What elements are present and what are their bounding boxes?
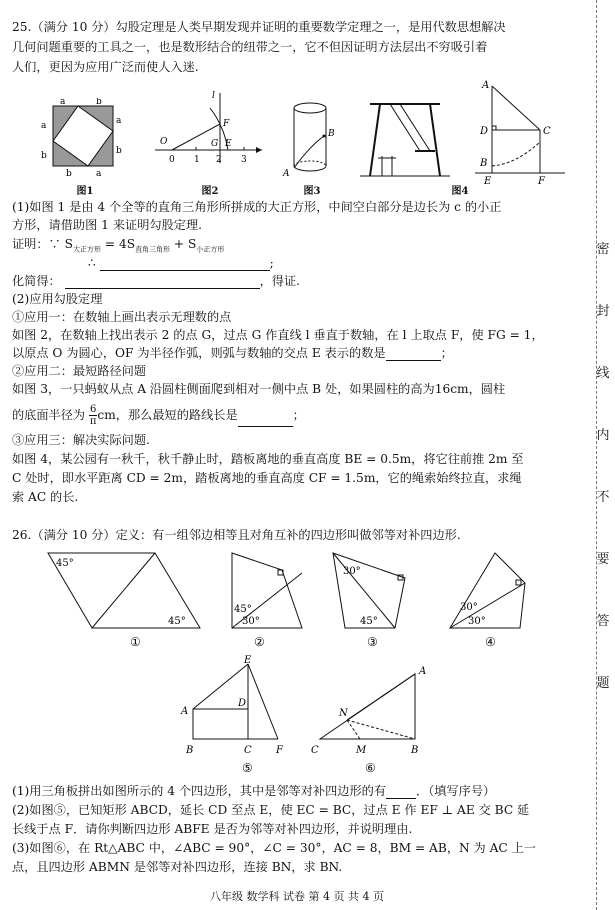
figure-1: [38, 98, 128, 180]
seal-char: 密: [596, 242, 610, 257]
app3-line1: 如图 4，某公园有一秋千，秋千静止时，踏板离地的垂直高度 BE = 0.5m，将它往前推 2m 至: [12, 452, 524, 466]
q26-intro: 26.（满分 10 分）定义：有一组邻边相等且对角互补的四边形叫做邻等对补四边形.: [12, 528, 461, 542]
shape-number: ③: [367, 635, 378, 648]
fraction-numerator: 6: [90, 404, 97, 415]
therefore-blank[interactable]: [100, 270, 270, 271]
fraction-denominator: π: [89, 416, 97, 427]
therefore-line: ∴ ;: [88, 256, 274, 270]
fig2-label: 2: [216, 155, 222, 165]
app2-end: ；: [292, 408, 305, 422]
seal-char: 题: [596, 676, 610, 691]
fig5-label: E: [244, 655, 252, 666]
seal-char: 内: [596, 428, 610, 443]
page-footer: 八年级 数学科 试卷 第 4 页 共 4 页: [210, 890, 384, 903]
app1-title: ①应用一：在数轴上画出表示无理数的点: [12, 310, 232, 324]
app3-line2: C 处时，即水平距离 CD = 2m，踏板离地的垂直高度 CF = 1.5m，它的绳索始终拉直，求绳: [12, 471, 522, 485]
fig1-label: a: [41, 121, 47, 131]
fig4-label: F: [538, 176, 545, 187]
fig1-label: a: [60, 98, 66, 107]
proof-label: 证明：∵ S: [12, 237, 73, 251]
app3-title: ③应用三：解决实际问题.: [12, 433, 150, 447]
q26-q1-blank[interactable]: [386, 798, 416, 799]
fig1-label: a: [96, 169, 102, 179]
angle-label: 45°: [168, 616, 186, 627]
shape-3: [325, 548, 415, 648]
seal-char: 线: [596, 366, 610, 381]
angle-label: 30°: [468, 616, 486, 627]
seal-char: 要: [596, 552, 610, 567]
fig6-label: M: [356, 745, 367, 756]
fig1-label: b: [116, 146, 122, 156]
fig6-label: C: [311, 745, 319, 756]
figure-1-caption: 图1: [76, 186, 94, 197]
fig1-label: b: [41, 151, 47, 161]
app2-text2: cm，那么最短的路线长是: [97, 408, 238, 422]
fig2-label: G: [211, 139, 219, 149]
proof-eq: = 4S: [100, 237, 136, 251]
app3-line3: 索 AC 的长.: [12, 490, 79, 504]
q25-intro-line1: 25.（满分 10 分）勾股定理是人类早期发现并证明的重要数学定理之一，是用代数思想解决: [12, 20, 506, 34]
fig5-label: C: [244, 745, 252, 756]
fig2-label: F: [223, 119, 230, 129]
shape-number: ④: [485, 635, 496, 648]
app2-blank[interactable]: [238, 426, 293, 427]
app1-text: 以原点 O 为圆心，OF 为半径作弧，则弧与数轴的交点 E 表示的数是: [12, 346, 386, 360]
q25-intro-line2: 几何问题重要的工具之一，也是数形结合的纽带之一，它不但因证明方法层出不穷吸引着: [12, 40, 488, 54]
angle-label: 30°: [242, 616, 260, 627]
fig2-label: O: [160, 137, 168, 147]
q25-part1-line2: 方形，请借助图 1 来证明勾股定理.: [12, 218, 203, 232]
seal-char: 不: [596, 490, 610, 505]
fig4-label: D: [480, 126, 489, 137]
figure-3-caption: 图3: [303, 186, 321, 197]
fig2-label: E: [225, 139, 232, 149]
q26-part3-line2: 点，且四边形 ABMN 是邻等对补四边形，连接 BN，求 BN.: [12, 860, 343, 874]
seal-char: 答: [596, 614, 610, 629]
fig5-label: D: [238, 698, 247, 709]
app1-blank[interactable]: [386, 360, 441, 361]
fig4-label: C: [543, 126, 551, 137]
q25-part2: (2)应用勾股定理: [12, 292, 103, 306]
seal-line: [596, 0, 597, 910]
figure-6: [305, 654, 445, 779]
fig4-label: B: [480, 158, 488, 169]
fig1-label: b: [66, 169, 72, 179]
simplify-label: 化简得：: [12, 274, 61, 288]
fig6-label: N: [339, 708, 348, 719]
fig2-label: 3: [241, 155, 247, 165]
fig3-label: A: [283, 169, 290, 179]
fig6-label: A: [419, 666, 427, 677]
angle-label: 45°: [234, 604, 252, 615]
shape-number: ⑤: [242, 761, 253, 775]
fig3-label: B: [328, 129, 335, 139]
figure-4-caption: 图4: [451, 186, 469, 197]
figure-2: [150, 88, 265, 178]
fig1-label: b: [96, 98, 102, 107]
shape-2: [222, 548, 312, 648]
fig5-label: B: [186, 745, 194, 756]
simplify-line: [12, 274, 300, 289]
angle-label: 45°: [56, 558, 74, 569]
shape-number: ①: [130, 635, 141, 648]
shape-number: ⑥: [365, 761, 376, 775]
fig1-label: a: [116, 116, 122, 126]
shape-number: ②: [254, 635, 265, 648]
proof-sub-small: 小正方形: [196, 245, 225, 254]
app2-title: ②应用二：最短路径问题: [12, 364, 147, 378]
get-proof: ，得证.: [259, 274, 301, 288]
angle-label: 30°: [343, 566, 361, 577]
proof-plus: + S: [170, 237, 197, 251]
q26-part2-line1: (2)如图⑤，已知矩形 ABCD，延长 CD 至点 E，使 EC = BC，过点 E 作 EF ⊥ AE 交 BC 延: [12, 803, 530, 817]
fig2-label: 0: [169, 155, 175, 165]
app2-text: 的底面半径为: [12, 408, 86, 422]
q25-intro-line3: 人们，更因为应用广泛而使人入迷.: [12, 60, 199, 74]
fig6-label: B: [411, 745, 419, 756]
proof-sub-tri: 直角三角形: [135, 245, 171, 254]
figure-3: [280, 96, 340, 182]
app1-line2: [12, 346, 453, 361]
app1-line1: 如图 2，在数轴上找出表示 2 的点 G，过点 G 作直线 l 垂直于数轴，在 l 上取点 F，使 FG = 1，: [12, 328, 544, 342]
proof-sub-big: 大正方形: [72, 245, 101, 254]
app2-line2: [12, 404, 305, 427]
angle-label: 45°: [360, 616, 378, 627]
fig5-label: A: [181, 706, 189, 717]
fig2-label: l: [212, 91, 215, 101]
figure-4: [470, 78, 570, 188]
app1-end: ；: [440, 346, 453, 360]
q26-part1: [12, 784, 495, 799]
figure-5: [178, 654, 298, 779]
q26-part2-line2: 长线于点 F．请你判断四边形 ABFE 是否为邻等对补四边形，并说明理由.: [12, 822, 413, 836]
q25-part1-line1: (1)如图 1 是由 4 个全等的直角三角形所拼成的大正方形，中间空白部分是边长为 c 的小正: [12, 200, 502, 214]
figure-2-caption: 图2: [201, 186, 219, 197]
swing-illustration: [360, 96, 450, 182]
seal-char: 封: [596, 304, 610, 319]
fig4-label: E: [484, 176, 492, 187]
angle-label: 30°: [460, 602, 478, 613]
therefore-symbol: ∴: [88, 256, 96, 270]
q26-q1-text: (1)用三角板拼出如图所示的 4 个四边形，其中是邻等对补四边形的有: [12, 784, 387, 798]
shape-1: [40, 548, 210, 648]
q26-part3-line1: (3)如图⑥，在 Rt△ABC 中，∠ABC = 90°，∠C = 30°，AC = 8，BM = AB，N 为 AC 上一: [12, 841, 536, 855]
simplify-blank[interactable]: [65, 288, 260, 289]
q25-proof-line: [12, 237, 224, 257]
shape-4: [440, 548, 540, 648]
fig2-label: 1: [194, 155, 200, 165]
fig4-label: A: [482, 80, 490, 91]
fig5-label: F: [276, 745, 283, 756]
app2-line1: 如图 3，一只蚂蚁从点 A 沿圆柱侧面爬到相对一侧中点 B 处，如果圆柱的高为16cm，圆柱: [12, 382, 506, 396]
q26-q1-end: ．（填写序号）: [416, 784, 496, 798]
